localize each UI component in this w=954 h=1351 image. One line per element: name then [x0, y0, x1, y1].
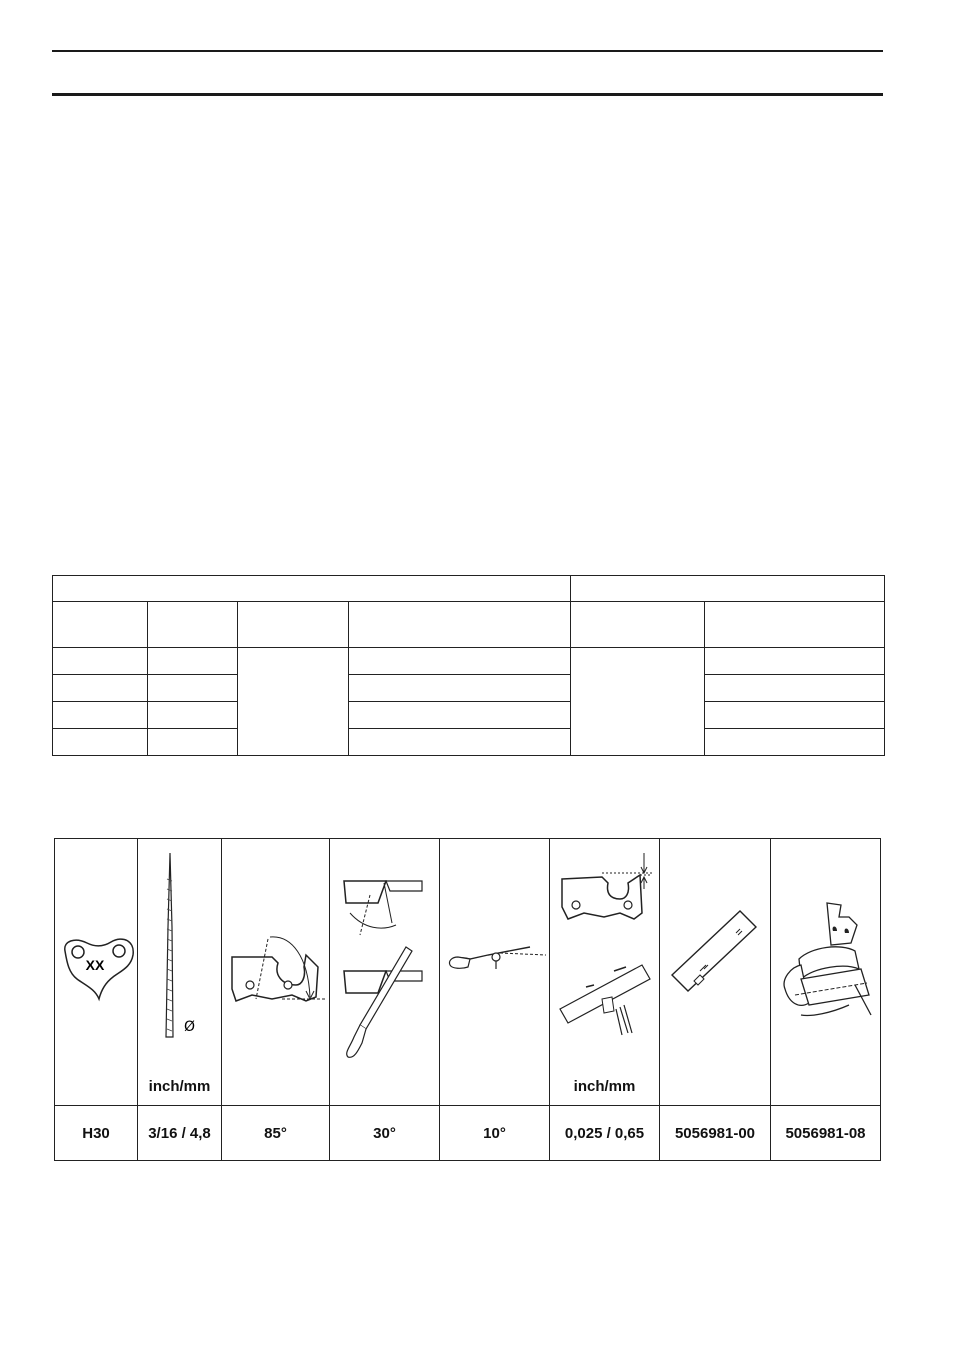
table-cell	[238, 602, 349, 648]
table-cell	[571, 602, 705, 648]
chain-specification-table	[52, 575, 885, 756]
table-cell	[705, 729, 885, 756]
file-guide-part-number-cell: 5056981-08	[771, 1106, 881, 1161]
file-angle-cell: 85°	[222, 1106, 330, 1161]
table-cell	[705, 648, 885, 675]
table-cell	[53, 702, 148, 729]
table-row	[53, 576, 885, 602]
illustration-cell	[138, 839, 222, 1106]
illustration-cell	[660, 839, 771, 1106]
identification-mark-text: XX	[85, 957, 105, 973]
table-row	[53, 702, 885, 729]
table-cell	[148, 702, 238, 729]
top-plate-angle-icon	[330, 839, 440, 1105]
illustration-cell	[222, 839, 330, 1106]
round-file-icon	[138, 839, 222, 1105]
gauge-tool-part-number-cell: 5056981-00	[660, 1106, 771, 1161]
chain-identification-mark-icon	[55, 839, 138, 1105]
table-cell	[53, 729, 148, 756]
table-cell	[148, 602, 238, 648]
table-cell	[148, 648, 238, 675]
table-cell	[53, 602, 148, 648]
diameter-symbol: Ø	[184, 1019, 196, 1035]
table-cell	[571, 648, 705, 756]
table-cell	[705, 675, 885, 702]
illustration-cell	[771, 839, 881, 1106]
table-row	[53, 648, 885, 675]
table-cell	[349, 702, 571, 729]
unit-label: inch/mm	[573, 1078, 636, 1095]
illustration-cell	[330, 839, 440, 1106]
file-diameter-cell: 3/16 / 4,8	[138, 1106, 222, 1161]
table-cell	[148, 675, 238, 702]
table-cell	[705, 702, 885, 729]
file-angle-icon	[222, 839, 330, 1105]
table-cell	[349, 675, 571, 702]
table-row	[53, 602, 885, 648]
depth-gauge-tool-icon	[660, 839, 771, 1105]
file-guide-icon	[771, 839, 881, 1105]
illustration-cell	[550, 839, 660, 1106]
table-cell	[53, 675, 148, 702]
table-cell	[349, 729, 571, 756]
table-cell	[571, 576, 885, 602]
table-cell	[53, 576, 571, 602]
illustration-row	[55, 839, 881, 1106]
header-rule-bottom	[52, 93, 883, 96]
table-row	[53, 729, 885, 756]
table-row	[53, 675, 885, 702]
depth-gauge-setting-icon	[550, 839, 660, 1105]
unit-label: inch/mm	[148, 1078, 211, 1095]
table-cell	[238, 648, 349, 756]
depth-gauge-cell: 0,025 / 0,65	[550, 1106, 660, 1161]
sharpening-tools-table	[54, 838, 881, 1161]
header-rule-top	[52, 50, 883, 52]
holder-tilt-cell: 10°	[440, 1106, 550, 1161]
illustration-cell	[440, 839, 550, 1106]
table-cell	[349, 602, 571, 648]
table-cell	[705, 602, 885, 648]
table-cell	[53, 648, 148, 675]
table-cell	[148, 729, 238, 756]
illustration-cell	[55, 839, 138, 1106]
chain-code-cell: H30	[55, 1106, 138, 1161]
value-row	[55, 1106, 881, 1161]
file-holder-tilt-icon	[440, 839, 550, 1105]
top-plate-angle-cell: 30°	[330, 1106, 440, 1161]
table-cell	[349, 648, 571, 675]
